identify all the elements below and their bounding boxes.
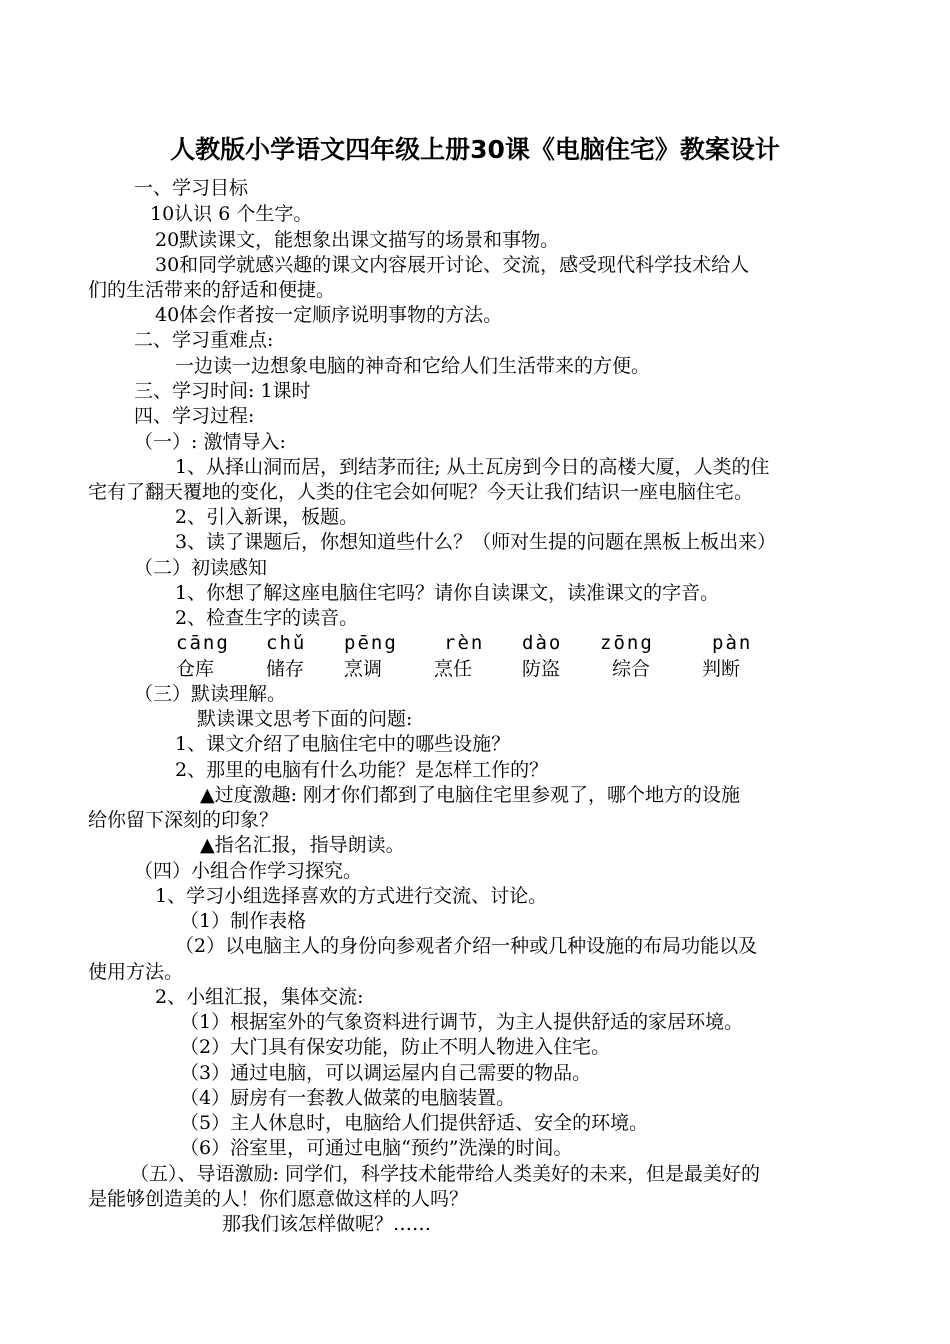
goal-item-1: 10认识 6 个生字。 [150, 203, 313, 225]
list-item: （1）根据室外的气象资料进行调节，为主人提供舒适的家居环境。 [180, 1011, 744, 1033]
paragraph-line: ▲指名汇报，指导朗读。 [200, 834, 405, 856]
paragraph-line: 3、读了课题后，你想知道些什么？（师对生提的问题在黑板上板出来） [175, 531, 777, 553]
goal-item-3: 30和同学就感兴趣的课文内容展开讨论、交流，感受现代科学技术给人 [155, 254, 750, 276]
hanzi-item: 仓库 [176, 658, 215, 680]
list-item: （4）厨房有一套教人做菜的电脑装置。 [180, 1087, 516, 1109]
section-heading-time: 三、学习时间: 1课时 [134, 380, 311, 402]
pinyin-item: pàn [712, 632, 753, 654]
paragraph-line: 2、那里的电脑有什么功能？是怎样工作的？ [175, 759, 549, 781]
paragraph-line: 1、学习小组选择喜欢的方式进行交流、讨论。 [155, 885, 548, 907]
list-item: （2）大门具有保安功能，防止不明人物进入住宅。 [180, 1036, 611, 1058]
paragraph-line: 2、小组汇报，集体交流: [155, 986, 364, 1008]
hanzi-row [0, 657, 950, 681]
paragraph-line: 是能够创造美的人！你们愿意做这样的人吗？ [88, 1188, 469, 1210]
hanzi-item: 防盗 [522, 658, 561, 680]
paragraph-line: 2、引入新课，板题。 [175, 506, 359, 528]
subsection-heading-3: （三）默读理解。 [134, 683, 287, 705]
hanzi-item: 烹任 [434, 658, 473, 680]
paragraph-line: 给你留下深刻的印象？ [88, 809, 279, 831]
paragraph-line: 使用方法。 [88, 961, 184, 983]
section-heading-goals: 一、学习目标 [134, 177, 249, 199]
paragraph-line: 1、课文介绍了电脑住宅中的哪些设施？ [175, 733, 511, 755]
goal-item-3-cont: 们的生活带来的舒适和便捷。 [88, 279, 336, 301]
keypoint-text: 一边读一边想象电脑的神奇和它给人们生活带来的方便。 [175, 355, 651, 377]
paragraph-line: ▲过度激趣: 刚才你们都到了电脑住宅里参观了，哪个地方的设施 [200, 784, 741, 806]
list-item: （6）浴室里，可通过电脑“预约”洗澡的时间。 [180, 1137, 573, 1159]
list-item: （5）主人休息时，电脑给人们提供舒适、安全的环境。 [180, 1112, 649, 1134]
subsection-heading-2: （二）初读感知 [134, 557, 268, 579]
subsection-heading-4: （四）小组合作学习探究。 [134, 860, 363, 882]
subsection-heading-5: （五）、导语激励: 同学们，科学技术能带给人类美好的未来，但是最美好的 [130, 1163, 760, 1185]
section-heading-keypoints: 二、学习重难点: [134, 329, 274, 351]
document-title: 人教版小学语文四年级上册30课《电脑住宅》教案设计 [170, 135, 780, 164]
paragraph-line: 默读课文思考下面的问题: [197, 708, 413, 730]
paragraph-line: （2）以电脑主人的身份向参观者介绍一种或几种设施的布局功能以及 [175, 935, 758, 957]
hanzi-item: 判断 [702, 658, 741, 680]
goal-item-4: 40体会作者按一定顺序说明事物的方法。 [155, 304, 503, 326]
paragraph-line: 宅有了翻天覆地的变化，人类的住宅会如何呢？今天让我们结识一座电脑住宅。 [88, 481, 754, 503]
pinyin-item: zōng [600, 632, 654, 654]
paragraph-line: 2、检查生字的读音。 [175, 607, 359, 629]
section-heading-process: 四、学习过程: [134, 405, 255, 427]
pinyin-item: pēng [344, 632, 398, 654]
hanzi-item: 储存 [266, 658, 305, 680]
paragraph-line: 那我们该怎样做呢？…… [222, 1213, 432, 1235]
pinyin-row [0, 631, 950, 655]
pinyin-item: cāng [176, 632, 230, 654]
list-item: （3）通过电脑，可以调运屋内自己需要的物品。 [180, 1062, 592, 1084]
paragraph-line: （1）制作表格 [180, 910, 307, 932]
paragraph-line: 1、从择山洞而居，到结茅而往; 从土瓦房到今日的高楼大厦，人类的住 [175, 456, 770, 478]
hanzi-item: 烹调 [344, 658, 383, 680]
hanzi-item: 综合 [612, 658, 651, 680]
pinyin-item: dào [522, 632, 563, 654]
goal-item-2: 20默读课文，能想象出课文描写的场景和事物。 [155, 229, 560, 251]
subsection-heading-1: （一）: 激情导入: [134, 431, 286, 453]
paragraph-line: 1、你想了解这座电脑住宅吗？请你自读课文，读准课文的字音。 [175, 582, 720, 604]
pinyin-item: rèn [444, 632, 485, 654]
pinyin-item: chǔ [266, 632, 307, 654]
